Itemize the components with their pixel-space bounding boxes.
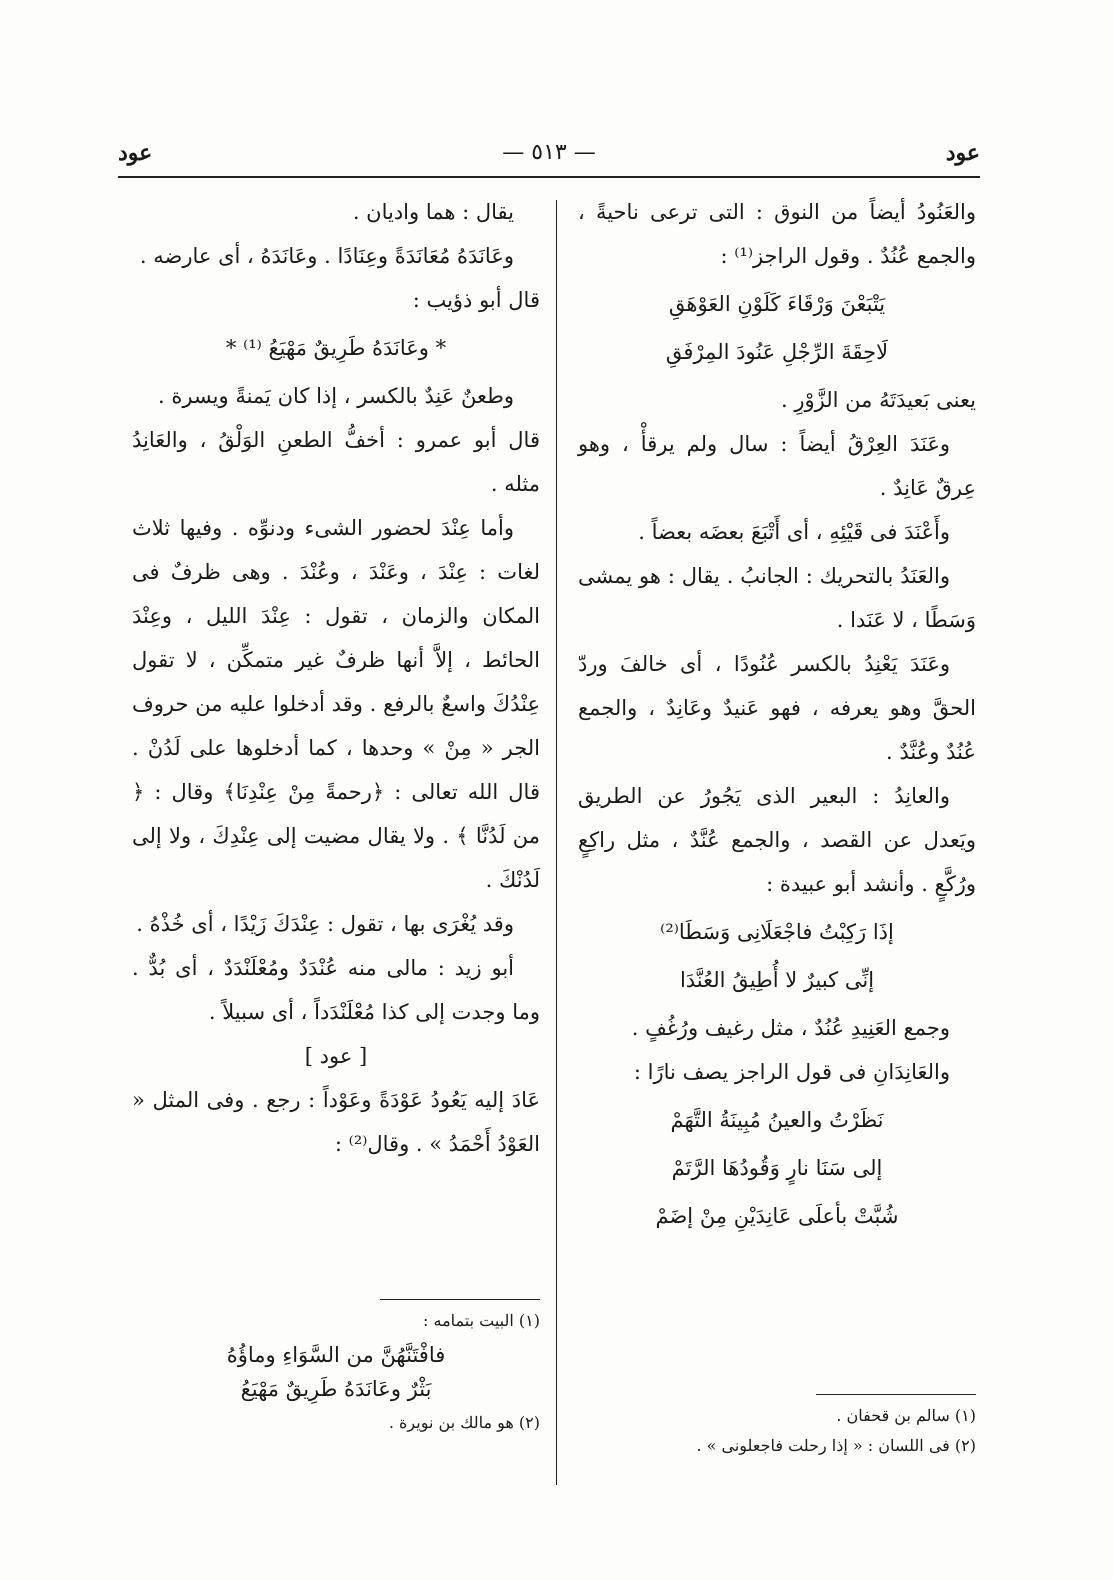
- footnote: (١) سالم بن قحفان .: [836, 1406, 976, 1425]
- entry-paragraph: وعَانَدَهُ مُعَانَدَةً وعِنَادًا . وعَانَدَهُ ، أى عارضه .: [139, 244, 514, 268]
- entry-paragraph: وأما عِنْدَ لحضور الشىء ودنوِّه . وفيها ثلاث لغات : عِنْدَ ، وعَنْدَ ، وعُنْدَ . وهى ظرفٌ فى المكان والزمان ، تقول : عِنْدَ الليل ، وعِنْدَ الحائط ، إلاَّ أنها ظرفٌ غير متمكِّن ، لا تقول عِنْدُكَ واسعٌ بالرفع . وقد أدخلوا عليه من حروف الجر « مِنْ » وحدها ، كما أدخلوها على لَدُنْ . قال الله تعالى : ﴿رحمةً مِنْ عِنْدِنَا﴾ وقال : ﴿ من لَدُنَّا ﴾ . ولا يقال مضيت إلى عِنْدِكَ ، ولا إلى لَدُنْكَ .: [132, 516, 540, 892]
- entry-paragraph: وقد يُغْرَى بها ، تقول : عِنْدَكَ زَيْدًا ، أى خُذْهُ .: [136, 912, 514, 936]
- entry-paragraph: وجمع العَنِيدِ عُنُدٌ ، مثل رغيف ورُغُفٍ .: [631, 1016, 950, 1040]
- entry-paragraph: قال أبو ذؤيب :: [412, 288, 540, 312]
- footnote-rule: [380, 1299, 540, 1300]
- entry-paragraph: قال أبو عمرو : أخفُّ الطعنِ الوَلْقُ ، والعَانِدُ مثله .: [132, 428, 540, 496]
- entry-paragraph: يقال : هما واديان .: [352, 200, 514, 224]
- verse-line: إذَا رَكِبْتُ فاجْعَلَانِى وَسَطَا⁽²⁾: [660, 920, 894, 944]
- footnote-rule: [816, 1394, 976, 1395]
- left-footnotes: [132, 1283, 540, 1438]
- left-column: [132, 190, 540, 1432]
- right-footnotes: [578, 1378, 976, 1461]
- footnote-verse: بَثْرٌ وعَانَدَهُ طَرِيقٌ مَهْيَعُ: [240, 1377, 432, 1401]
- entry-paragraph: وأَعْنَدَ فى قَيْئِهِ ، أى أَتْبَعَ بعضَه بعضاً .: [638, 520, 950, 544]
- verse-line: إلى سَنَا نارٍ وَقُودُهَا الرَّتَمْ: [671, 1156, 883, 1180]
- header-root-word-left: عود: [118, 140, 153, 166]
- entry-paragraph: والعانِدُ : البعير الذى يَجُورُ عن الطريق ويَعدل عن القصد ، والجمع عُنَّدٌ ، مثل راكِعٍ ورُكَّعٍ . وأنشد أبو عبيدة :: [578, 784, 976, 896]
- footnote: (٢) هو مالك بن نويرة .: [388, 1413, 540, 1432]
- entry-paragraph: عَادَ إليه يَعُودُ عَوْدَةً وعَوْداً : رجع . وفى المثل « العَوْدُ أَحْمَدُ » . وقال⁽²⁾ :: [132, 1088, 540, 1156]
- entry-paragraph: وعَنَدَ يَعْنِدُ بالكسر عُنُودًا ، أى خالفَ وردّ الحقَّ وهو يعرفه ، فهو عَنيدٌ وعَانِدٌ ، والجمع عُنُدٌ وعُنَّدٌ .: [578, 652, 976, 764]
- verse-line: لَاحِقَةَ الرِّجْلِ عَنُودَ المِرْفَقِ: [665, 340, 889, 364]
- column-divider: [556, 200, 557, 1485]
- footnote-verse: فافْتَنَّهُنَّ من السَّوَاءِ وماؤُهُ: [226, 1343, 446, 1367]
- entry-paragraph: أبو زيد : مالى منه عُنْدَدٌ ومُعْلَنْدَدٌ ، أى بُدٌّ . وما وجدت إلى كذا مُعْلَنْدَداً ، أى سبيلاً .: [132, 956, 540, 1024]
- page-header: [118, 140, 980, 178]
- entry-paragraph: والعَنُودُ أيضاً من النوق : التى ترعى ناحيةً ، والجمع عُنُدٌ . وقول الراجز⁽¹⁾ :: [578, 200, 976, 268]
- right-column: [578, 190, 976, 1455]
- page-number: — ٥١٣ —: [502, 140, 596, 165]
- section-heading: [ عود ]: [304, 1044, 368, 1068]
- verse-line: إنِّى كبيرٌ لا أُطِيقُ العُنَّدَا: [679, 968, 875, 992]
- footnote: (٢) فى اللسان : « إذا رحلت فاجعلونى » .: [696, 1436, 976, 1455]
- footnote: (١) البيت بتمامه :: [423, 1311, 540, 1330]
- entry-paragraph: والعَنَدُ بالتحريك : الجانبُ . يقال : هو يمشى وَسَطًا ، لا عَنَدا .: [578, 564, 976, 632]
- entry-paragraph: يعنى بَعيدَتَهُ من الزَّوْرِ .: [781, 388, 976, 412]
- entry-paragraph: وطعنٌ عَنِدٌ بالكسر ، إذا كان يَمنةً ويسرة .: [157, 384, 514, 408]
- entry-paragraph: والعَانِدَانِ فى قول الراجز يصف نارًا :: [633, 1060, 950, 1084]
- verse-line: * وعَانَدَهُ طَرِيقٌ مَهْيَعُ ⁽¹⁾ *: [225, 336, 447, 360]
- entry-paragraph: وعَنَدَ العِرْقُ أيضاً : سال ولم يرقأْ ، وهو عِرقٌ عَانِدٌ .: [578, 432, 976, 500]
- verse-line: شُبَّتْ بأعلَى عَانِدَيْنِ مِنْ إضَمْ: [655, 1204, 899, 1228]
- header-rule: [118, 176, 980, 178]
- verse-line: نَظَرْتُ والعينُ مُبِينَةُ التَّهَمْ: [670, 1108, 884, 1132]
- header-root-word-right: عود: [945, 140, 980, 166]
- verse-line: يَتْبَعْنَ وَرْقَاءَ كَلَوْنِ العَوْهَقِ: [668, 292, 886, 316]
